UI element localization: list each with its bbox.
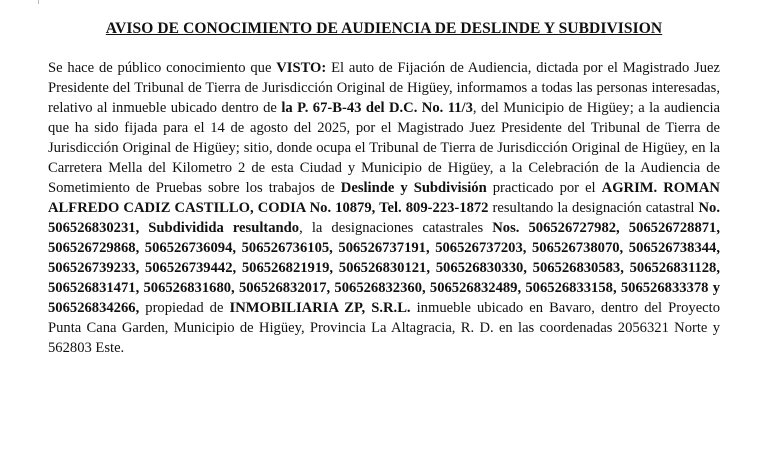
- notice-title: AVISO DE CONOCIMIENTO DE AUDIENCIA DE DESLINDE Y SUBDIVISION: [105, 20, 663, 37]
- text-designations: , la designaciones catastrales: [299, 220, 493, 236]
- text-resulting: resultando la designación catastral: [488, 200, 699, 216]
- notice-body: [48, 58, 720, 358]
- original-designation: No. 506526830231, Subdividida resultando: [48, 200, 720, 236]
- page-corner-mark: [38, 0, 47, 4]
- visto-label: VISTO:: [276, 60, 327, 76]
- surveyor-info: AGRIM. ROMAN ALFREDO CADIZ CASTILLO, CODIA No. 10879, Tel. 809-223-1872: [48, 180, 720, 216]
- notice-document: [48, 14, 720, 358]
- text-auto: El auto de Fijación de Audiencia, dictada por el Magistrado Juez Presidente del Tribunal de Tierra de Jurisdicción Original de Higüey, informamos a todas las personas interesadas, relativo al inmueble ubicado dentro de: [48, 60, 721, 116]
- text-hearing: , del Municipio de Higüey; a la audiencia que ha sido fijada para el 14 de agosto del 2025, por el Magistrado Juez Presidente del Tribunal de Tierra de Jurisdicción Original de Higüey; sitio, donde ocupa el Tribunal de Tierra de Jurisdicción Original de Higüey, en la Carretera Mella del Kilometro 2 de esta Ciudad y Municipio de Higüey, a la Celebración de la Audiencia de Sometimiento de Pruebas sobre los trabajos de: [48, 100, 720, 196]
- owner-name: INMOBILIARIA ZP, S.R.L.: [229, 300, 411, 316]
- text-location: inmueble ubicado en Bavaro, dentro del Proyecto Punta Cana Garden, Municipio de Higüey, Provincia La Altagracia, R. D. en las coordenadas 2056321 Norte y 562803 Este.: [48, 300, 720, 356]
- text-owner: propiedad de: [139, 300, 230, 316]
- parcel-reference: la P. 67-B-43 del D.C. No. 11/3: [281, 100, 473, 116]
- text-intro: Se hace de público conocimiento que: [48, 60, 277, 76]
- text-practiced: practicado por el: [486, 180, 602, 196]
- cadastral-designations: Nos. 506526727982, 506526728871, 506526729868, 506526736094, 506526736105, 506526737191, 506526737203, 506526738070, 506526738344, 506526739233, 506526739442, 506526821919, 506526830121, 506526830330, 506526830583, 506526831128, 506526831471, 506526831680, 506526832017, 506526832360, 506526832489, 506526833158, 506526833378 y 506526834266,: [48, 220, 720, 316]
- works-type: Deslinde y Subdivisión: [340, 180, 487, 196]
